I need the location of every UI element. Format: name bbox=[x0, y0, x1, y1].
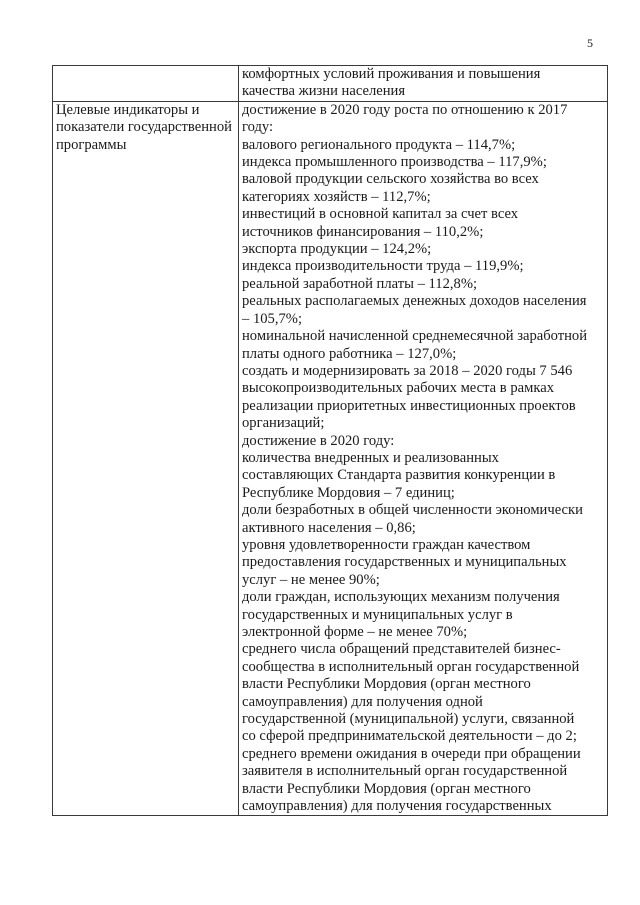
text-line: году: bbox=[242, 119, 274, 136]
text-line: государственных и муниципальных услуг в bbox=[242, 606, 513, 623]
table-cell-indicators bbox=[239, 101, 608, 816]
text-line: инвестиций в основной капитал за счет всех bbox=[242, 206, 519, 223]
text-line: достижение в 2020 году роста по отношению к 2017 bbox=[242, 101, 568, 118]
text-line: качества жизни населения bbox=[242, 83, 406, 100]
table-row bbox=[53, 66, 608, 102]
table-row bbox=[53, 101, 608, 816]
text-line: высокопроизводительных рабочих места в рамках bbox=[242, 380, 554, 397]
text-line: среднего числа обращений представителей бизнес- bbox=[242, 641, 561, 658]
text-line: показатели государственной bbox=[56, 119, 232, 136]
text-line: создать и модернизировать за 2018 – 2020 годы 7 546 bbox=[242, 362, 573, 379]
text-line: – 105,7%; bbox=[242, 310, 302, 327]
table-cell-heading bbox=[53, 101, 239, 816]
text-line: государственной (муниципальной) услуги, связанной bbox=[242, 711, 575, 728]
program-passport-table bbox=[52, 65, 608, 816]
continuation-text bbox=[242, 66, 604, 101]
text-line: электронной форме – не менее 70%; bbox=[242, 624, 468, 640]
text-line: категориях хозяйств – 112,7%; bbox=[242, 188, 431, 205]
text-line: организаций; bbox=[242, 415, 325, 432]
text-line: Республике Мордовия – 7 единиц; bbox=[242, 484, 455, 501]
text-line: сообщества в исполнительный орган государственной bbox=[242, 658, 580, 675]
text-line: власти Республики Мордовия (орган местного bbox=[242, 780, 531, 797]
text-line: предоставления государственных и муниципальных bbox=[242, 554, 567, 571]
text-line: реальной заработной платы – 112,8%; bbox=[242, 275, 478, 292]
page-number: 5 bbox=[587, 36, 593, 50]
text-line: программы bbox=[56, 136, 127, 153]
text-line: уровня удовлетворенности граждан качеством bbox=[242, 536, 531, 553]
text-line: комфортных условий проживания и повышения bbox=[242, 66, 541, 82]
text-line: индекса промышленного производства – 117,9%; bbox=[242, 154, 547, 171]
text-line: валовой продукции сельского хозяйства во всех bbox=[242, 171, 539, 188]
text-line: услуг – не менее 90%; bbox=[242, 571, 380, 588]
text-line: доли безработных в общей численности экономически bbox=[242, 502, 583, 519]
text-line: реализации приоритетных инвестиционных проектов bbox=[242, 397, 576, 414]
text-line: реальных располагаемых денежных доходов населения bbox=[242, 293, 587, 310]
text-line: платы одного работника – 127,0%; bbox=[242, 345, 457, 362]
text-line: источников финансирования – 110,2%; bbox=[242, 223, 484, 240]
text-line: среднего времени ожидания в очереди при обращении bbox=[242, 745, 581, 762]
text-line: власти Республики Мордовия (орган местного bbox=[242, 676, 531, 693]
table-cell-empty bbox=[53, 66, 239, 102]
table-cell-continuation bbox=[239, 66, 608, 102]
text-line: со сферой предпринимательской деятельности – до 2; bbox=[242, 728, 577, 745]
indicators-list bbox=[242, 102, 604, 816]
text-line: количества внедренных и реализованных bbox=[242, 449, 499, 466]
text-line: активного населения – 0,86; bbox=[242, 519, 416, 536]
text-line: составляющих Стандарта развития конкуренции в bbox=[242, 467, 556, 484]
text-line: заявителя в исполнительный орган государственной bbox=[242, 763, 568, 780]
indicators-heading bbox=[56, 102, 235, 154]
text-line: доли граждан, использующих механизм получения bbox=[242, 589, 560, 606]
text-line: самоуправления) для получения государственных bbox=[242, 798, 552, 815]
text-line: номинальной начисленной среднемесячной заработной bbox=[242, 328, 588, 345]
text-line: экспорта продукции – 124,2%; bbox=[242, 241, 432, 258]
text-line: самоуправления) для получения одной bbox=[242, 693, 483, 710]
text-line: достижение в 2020 году: bbox=[242, 432, 395, 449]
text-line: Целевые индикаторы и bbox=[56, 101, 200, 118]
text-line: валового регионального продукта – 114,7%; bbox=[242, 136, 516, 153]
text-line: индекса производительности труда – 119,9%; bbox=[242, 258, 524, 275]
